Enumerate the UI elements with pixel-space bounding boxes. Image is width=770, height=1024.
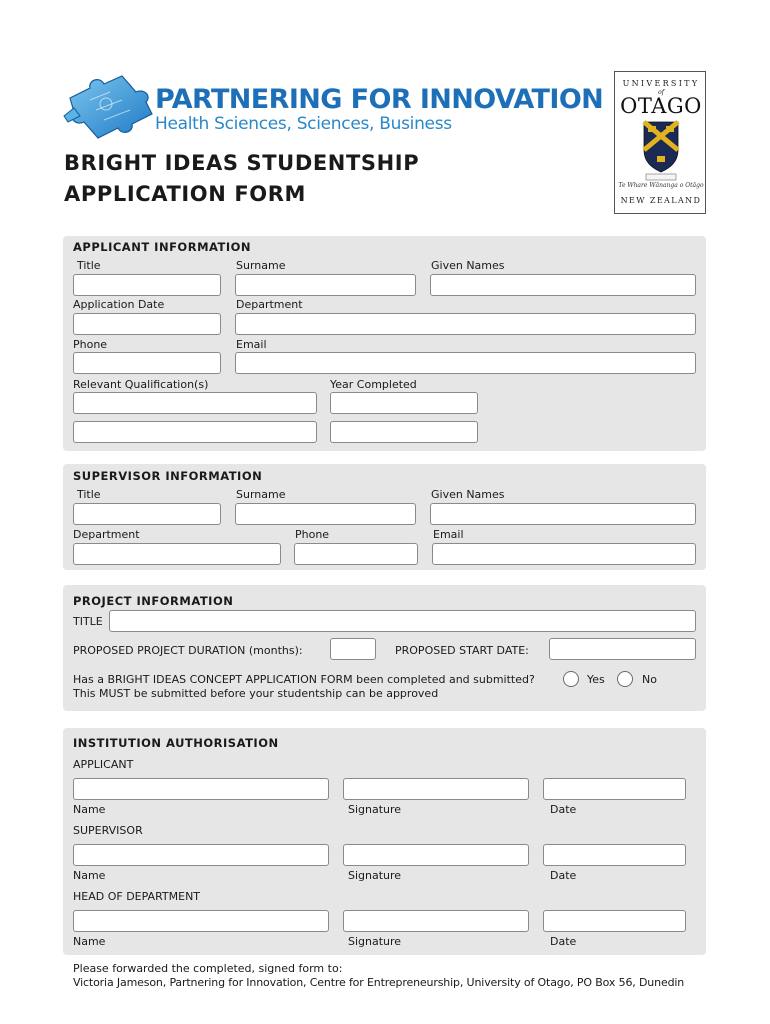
hod-date-field[interactable] — [543, 910, 686, 932]
applicant-date-field[interactable] — [543, 778, 686, 800]
form-title-line1: BRIGHT IDEAS STUDENTSHIP — [64, 151, 420, 175]
brand-title: PARTNERING FOR INNOVATION — [155, 84, 604, 115]
university-name-line1: UNIVERSITY — [622, 79, 700, 88]
applicant-given-names-label: Given Names — [431, 259, 505, 272]
supervisor-department-label: Department — [73, 528, 140, 541]
applicant-email-field[interactable] — [235, 352, 696, 374]
concept-question: Has a BRIGHT IDEAS CONCEPT APPLICATION FORM been completed and submitted? — [73, 673, 535, 686]
applicant-section — [63, 236, 706, 451]
project-start-date-label: PROPOSED START DATE: — [395, 644, 529, 657]
hod-signature-caption: Signature — [348, 935, 402, 948]
applicant-email-label: Email — [236, 338, 267, 351]
university-maori-name: Te Whare Wānanga o Otāgo — [618, 182, 704, 189]
university-crest-icon — [640, 120, 682, 182]
supervisor-heading: SUPERVISOR INFORMATION — [73, 469, 263, 483]
supervisor-name-caption: Name — [73, 869, 106, 882]
supervisor-email-field[interactable] — [432, 543, 696, 565]
auth-supervisor-label: SUPERVISOR — [73, 824, 143, 837]
applicant-surname-label: Surname — [236, 259, 286, 272]
applicant-phone-label: Phone — [73, 338, 108, 351]
applicant-heading: APPLICANT INFORMATION — [73, 240, 252, 254]
supervisor-surname-label: Surname — [236, 488, 286, 501]
brand-subtitle: Health Sciences, Sciences, Business — [155, 114, 452, 134]
project-start-date-field[interactable] — [549, 638, 696, 660]
year-completed-field-2[interactable] — [330, 421, 478, 443]
applicant-signature-field[interactable] — [343, 778, 529, 800]
supervisor-phone-field[interactable] — [294, 543, 418, 565]
concept-note: This MUST be submitted before your studentship can be approved — [73, 687, 439, 700]
supervisor-date-caption: Date — [550, 869, 577, 882]
applicant-given-names-field[interactable] — [430, 274, 696, 296]
concept-no-radio[interactable] — [617, 671, 633, 687]
university-name-line3: OTAGO — [620, 94, 702, 118]
applicant-surname-field[interactable] — [235, 274, 416, 296]
supervisor-title-field[interactable] — [73, 503, 221, 525]
project-title-label: TITLE — [73, 615, 103, 628]
applicant-title-field[interactable] — [73, 274, 221, 296]
supervisor-email-label: Email — [433, 528, 464, 541]
supervisor-signature-caption: Signature — [348, 869, 402, 882]
supervisor-given-names-field[interactable] — [430, 503, 696, 525]
applicant-department-label: Department — [236, 298, 303, 311]
hod-date-caption: Date — [550, 935, 577, 948]
concept-no-label: No — [642, 673, 657, 686]
auth-applicant-label: APPLICANT — [73, 758, 134, 771]
supervisor-title-label: Title — [77, 488, 101, 501]
applicant-signature-caption: Signature — [348, 803, 402, 816]
supervisor-name-field[interactable] — [73, 844, 329, 866]
applicant-date-caption: Date — [550, 803, 577, 816]
supervisor-department-field[interactable] — [73, 543, 281, 565]
university-name-line2: of — [658, 89, 664, 96]
puzzle-logo-icon — [60, 70, 156, 142]
year-completed-label: Year Completed — [330, 378, 417, 391]
supervisor-given-names-label: Given Names — [431, 488, 505, 501]
auth-hod-label: HEAD OF DEPARTMENT — [73, 890, 201, 903]
form-title-line2: APPLICATION FORM — [64, 182, 307, 206]
year-completed-field-1[interactable] — [330, 392, 478, 414]
project-duration-label: PROPOSED PROJECT DURATION (months): — [73, 644, 303, 657]
applicant-department-field[interactable] — [235, 313, 696, 335]
university-logo — [614, 71, 706, 214]
applicant-name-caption: Name — [73, 803, 106, 816]
qualification-field-1[interactable] — [73, 392, 317, 414]
qualifications-label: Relevant Qualification(s) — [73, 378, 209, 391]
hod-signature-field[interactable] — [343, 910, 529, 932]
qualification-field-2[interactable] — [73, 421, 317, 443]
application-date-field[interactable] — [73, 313, 221, 335]
supervisor-signature-field[interactable] — [343, 844, 529, 866]
concept-yes-radio[interactable] — [563, 671, 579, 687]
project-heading: PROJECT INFORMATION — [73, 594, 234, 608]
authorisation-heading: INSTITUTION AUTHORISATION — [73, 736, 279, 750]
footer-address: Victoria Jameson, Partnering for Innovation, Centre for Entrepreneurship, University of Otago, PO Box 56, Dunedin — [73, 976, 685, 989]
project-title-field[interactable] — [109, 610, 696, 632]
hod-name-field[interactable] — [73, 910, 329, 932]
concept-yes-label: Yes — [587, 673, 605, 686]
application-date-label: Application Date — [73, 298, 165, 311]
supervisor-phone-label: Phone — [295, 528, 330, 541]
applicant-title-label: Title — [77, 259, 101, 272]
footer-instruction: Please forwarded the completed, signed form to: — [73, 962, 343, 975]
supervisor-date-field[interactable] — [543, 844, 686, 866]
hod-name-caption: Name — [73, 935, 106, 948]
applicant-phone-field[interactable] — [73, 352, 221, 374]
applicant-name-field[interactable] — [73, 778, 329, 800]
supervisor-surname-field[interactable] — [235, 503, 416, 525]
project-duration-field[interactable] — [330, 638, 376, 660]
university-country: NEW ZEALAND — [620, 196, 702, 205]
